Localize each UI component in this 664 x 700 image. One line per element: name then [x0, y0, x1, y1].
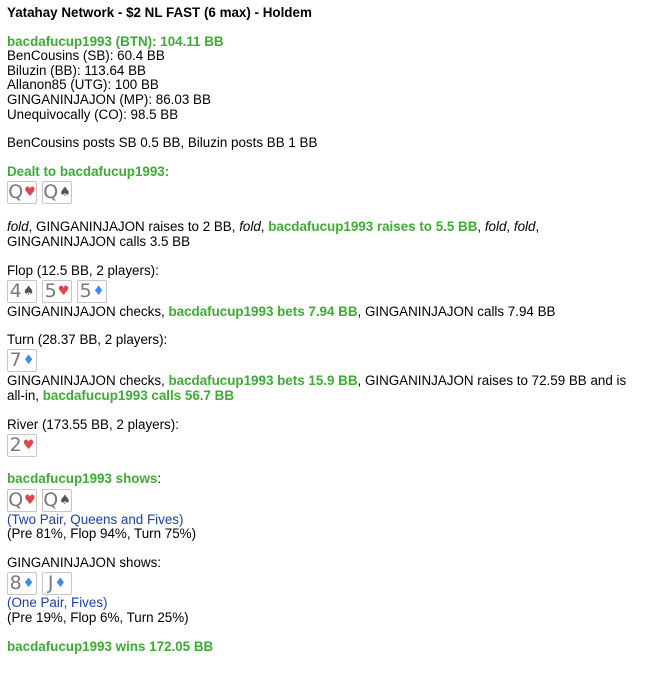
card: [77, 280, 107, 303]
seat-line: Unequivocally (CO): 98.5 BB: [7, 106, 179, 122]
villain-shows: GINGANINJAJON shows:: [7, 554, 162, 570]
action-text: GINGANINJAJON calls 3.5 BB: [7, 233, 191, 249]
hero-cards: [7, 181, 658, 204]
heart-icon: ♥: [57, 284, 70, 300]
action-text: , GINGANINJAJON raises to 2 BB,: [28, 219, 240, 235]
paren: (: [7, 595, 12, 611]
card: [42, 489, 72, 512]
card-rank: Q: [8, 488, 24, 511]
card: [7, 280, 37, 303]
villain-equity: (Pre 19%, Flop 6%, Turn 25%): [7, 610, 189, 626]
turn-label: Turn (28.37 BB, 2 players):: [7, 331, 168, 347]
card-rank: 7: [9, 349, 22, 372]
card: [7, 349, 37, 372]
card: [42, 181, 72, 204]
spade-icon: ♠: [59, 492, 71, 508]
blinds-line: BenCousins posts SB 0.5 BB, Biluzin posts BB 1 BB: [7, 135, 318, 151]
action-text: , GINGANINJAJON raises to 72.59 BB and is: [357, 373, 627, 389]
separator: ,: [63, 595, 72, 611]
paren: ): [178, 511, 184, 527]
hand-detail-link[interactable]: Queens and Fives: [70, 511, 179, 527]
page-title: Yatahay Network - $2 NL FAST (6 max) - Holdem: [7, 5, 312, 20]
seat-line: Allanon85 (UTG): 100 BB: [7, 77, 159, 93]
card-rank: 4: [9, 280, 22, 303]
paren: ): [103, 595, 108, 611]
turn-actions: [7, 374, 658, 403]
action-fold: fold: [513, 219, 536, 235]
turn-cards: [7, 349, 658, 372]
villain-showdown-cards: [7, 572, 658, 595]
diamond-icon: ♦: [22, 353, 35, 369]
card-rank: Q: [8, 181, 24, 204]
river-cards: [7, 434, 658, 457]
card-rank: 2: [9, 434, 22, 457]
spade-icon: ♠: [22, 284, 35, 300]
action-fold: fold: [239, 219, 261, 235]
diamond-icon: ♦: [92, 284, 105, 300]
heart-icon: ♥: [24, 185, 36, 201]
flop-cards: [7, 280, 658, 303]
hero-shows-label: bacdafucup1993 shows: [7, 471, 158, 487]
card-rank: Q: [43, 181, 59, 204]
hero-action: bacdafucup1993 raises to 5.5 BB: [268, 219, 478, 235]
action-text: ,: [506, 219, 514, 235]
hero-showdown-cards: [7, 489, 658, 512]
seat-line: BenCousins (SB): 60.4 BB: [7, 48, 165, 64]
result-line: bacdafucup1993 wins 172.05 BB: [7, 638, 214, 654]
card: [42, 280, 72, 303]
diamond-icon: ♦: [54, 576, 67, 592]
action-fold: fold: [484, 219, 507, 235]
card: [7, 181, 37, 204]
heart-icon: ♥: [22, 438, 35, 454]
action-fold: fold: [7, 219, 29, 235]
card: [7, 489, 37, 512]
card: [42, 572, 72, 595]
preflop-actions: [7, 220, 658, 249]
spade-icon: ♠: [59, 185, 71, 201]
river-label: River (173.55 BB, 2 players):: [7, 416, 179, 432]
flop-actions: [7, 305, 658, 320]
seat-line: GINGANINJAJON (MP): 86.03 BB: [7, 91, 211, 107]
action-text: GINGANINJAJON checks,: [7, 373, 169, 389]
card-rank: 8: [9, 572, 22, 595]
card-rank: J: [47, 572, 54, 595]
hero-action: bacdafucup1993 bets 15.9 BB: [168, 373, 358, 389]
flop-label: Flop (12.5 BB, 2 players):: [7, 262, 159, 278]
paren: (: [7, 511, 12, 527]
hero-shows: [7, 472, 658, 487]
heart-icon: ♥: [24, 492, 36, 508]
hand-rank-link[interactable]: One Pair: [11, 595, 64, 611]
action-text: ,: [260, 219, 269, 235]
card-rank: 5: [44, 280, 57, 303]
hand-detail-link[interactable]: Fives: [71, 595, 104, 611]
hand-history: [7, 6, 658, 654]
card: [7, 572, 37, 595]
card-rank: Q: [43, 488, 59, 511]
action-text: ,: [477, 219, 485, 235]
action-text: , GINGANINJAJON calls 7.94 BB: [357, 304, 556, 320]
hero-seat: bacdafucup1993 (BTN): 104.11 BB: [7, 33, 224, 49]
action-text: GINGANINJAJON checks,: [7, 304, 169, 320]
villain-hand-rank: [7, 596, 658, 611]
action-text: ,: [535, 219, 540, 235]
hero-action: bacdafucup1993 calls 56.7 BB: [42, 387, 235, 403]
diamond-icon: ♦: [22, 576, 35, 592]
action-text: all-in,: [7, 387, 43, 403]
hero-equity: (Pre 81%, Flop 94%, Turn 75%): [7, 526, 197, 542]
hand-rank-link[interactable]: Two Pair: [11, 511, 63, 527]
hero-hand-rank: [7, 513, 658, 528]
dealt-label: Dealt to bacdafucup1993:: [7, 163, 170, 179]
hero-action: bacdafucup1993 bets 7.94 BB: [168, 304, 358, 320]
colon: :: [157, 471, 162, 487]
separator: ,: [62, 511, 71, 527]
seat-line: Biluzin (BB): 113.64 BB: [7, 62, 146, 78]
card-rank: 5: [79, 280, 92, 303]
card: [7, 434, 37, 457]
